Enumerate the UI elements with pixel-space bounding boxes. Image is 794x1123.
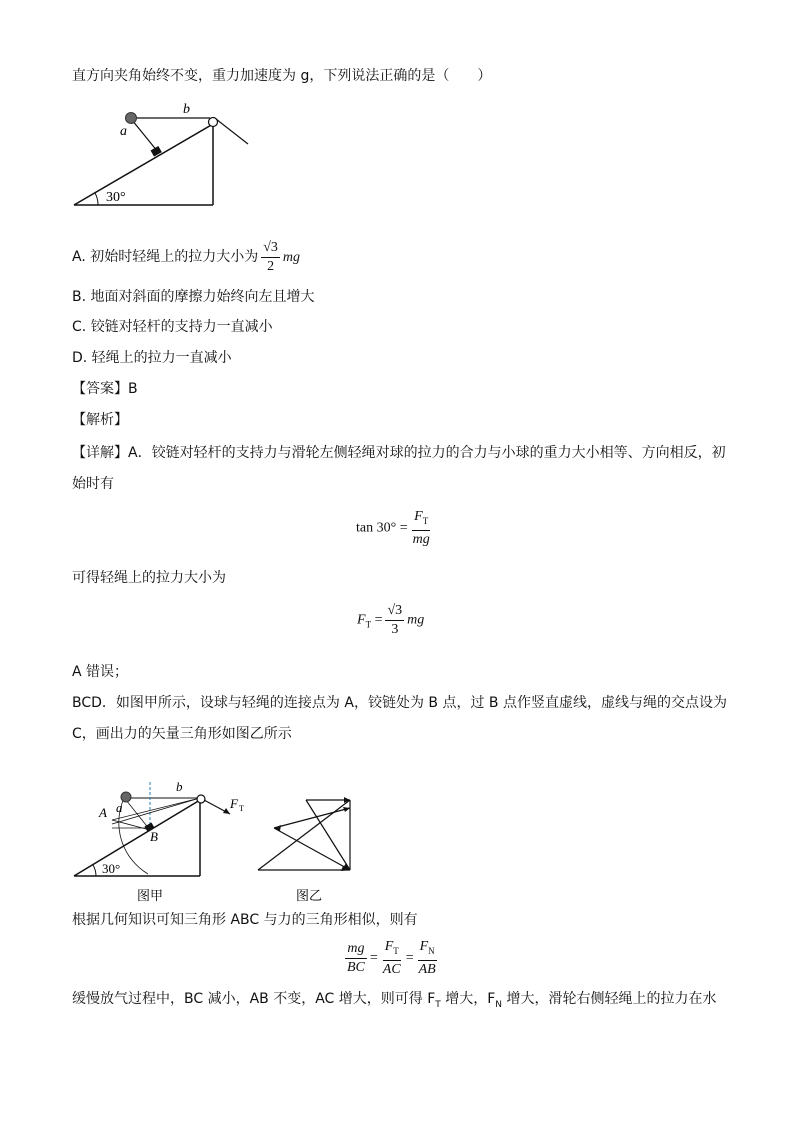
detail-line-1: 【详解】A．铰链对轻杆的支持力与滑轮左侧轻绳对球的拉力的合力与小球的重力大小相等、方向相反，初	[72, 445, 726, 461]
detail-line-3: 可得轻绳上的拉力大小为	[72, 570, 226, 586]
bcd-line-1: BCD．如图甲所示，设球与轻绳的连接点为 A，铰链处为 B 点，过 B 点作竖直虚线，虚线与绳的交点设为	[72, 695, 727, 711]
fig1-label-a: a	[120, 124, 127, 139]
option-b: B. 地面对斜面的摩擦力始终向左且增大	[72, 289, 315, 305]
option-a-fraction: $\frac{√3}{2}$	[263, 239, 278, 274]
option-c: C. 铰链对轻杆的支持力一直减小	[72, 319, 273, 335]
figure-1-incline	[70, 98, 260, 210]
bcd-line-2: C，画出力的矢量三角形如图乙所示	[72, 726, 292, 742]
detail-line-2: 始时有	[72, 476, 114, 492]
a-wrong: A 错误；	[72, 664, 129, 680]
equation-1: tan 30° = $\frac{F_T}{mg}$	[356, 509, 430, 547]
equation-2: $F_T$ = $\frac{√3}{3}$ mg	[357, 603, 425, 637]
last-line: 缓慢放气过程中，BC 减小，AB 不变，AC 增大，则可得 $F_T$ 增大，$F_N$ 增大，滑轮右侧轻绳上的拉力在水	[72, 991, 717, 1010]
analysis-heading: 【解析】	[72, 412, 128, 428]
option-d: D. 轻绳上的拉力一直减小	[72, 350, 232, 366]
fig2-label-b: b	[176, 779, 183, 794]
caption-yi: 图乙	[296, 888, 323, 903]
fig2-label-A: A	[99, 805, 107, 820]
fig2-label-a: a	[116, 800, 123, 815]
fig2-label-FT-sub: T	[239, 804, 244, 813]
equation-3: $\frac{mg}{BC}$ = $\frac{F_T}{AC}$ = $\frac{F_N}{AB}$	[347, 939, 436, 977]
figure-2-jia-yi	[70, 778, 370, 906]
option-a	[72, 238, 300, 277]
similar-line: 根据几何知识可知三角形 ABC 与力的三角形相似，则有	[72, 912, 418, 928]
option-a-suffix: mg	[282, 250, 301, 265]
option-a-prefix: A. 初始时轻绳上的拉力大小为	[72, 249, 259, 265]
fig2-label-B: B	[150, 829, 158, 844]
fig2-label-FT: F	[230, 796, 238, 811]
question-tail: 直方向夹角始终不变，重力加速度为 g，下列说法正确的是（ ）	[72, 68, 492, 84]
caption-jia: 图甲	[137, 888, 164, 903]
fig2-angle: 30°	[102, 861, 121, 876]
fig1-angle: 30°	[106, 190, 126, 205]
fig1-label-b: b	[183, 102, 190, 117]
answer: 【答案】B	[72, 381, 138, 397]
